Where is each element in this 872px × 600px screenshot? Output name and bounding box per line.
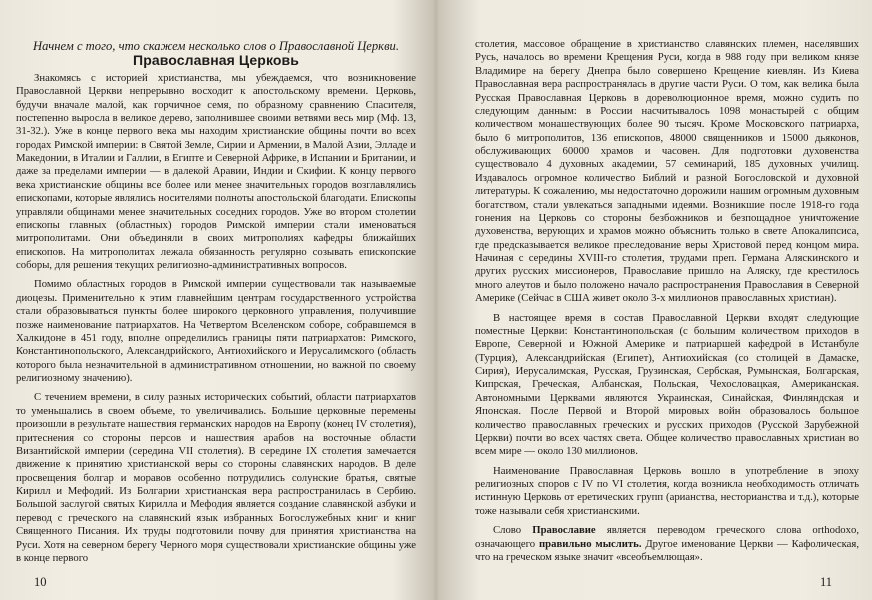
left-text-column <box>16 40 416 565</box>
paragraph: Знакомясь с историей христианства, мы убеждаемся, что возникновение Православной Церкви непрерывно восходит к апостольскому времени. Церковь, будучи вначале малой, как горчичное семя, по образному сравнению Спасителя, постепенно выросла в великое дерево, заполнившее своими ветвями весь мир (Мф. 13, 31-32.). Уже в конце первого века мы находим христианские общины почти во всех городах Римской империи: в Святой Земле, Сирии и Армении, в Малой Азии, Элладе и Македонии, в Италии и Галлии, в Египте и Северной Африке, в Испании и Британии, и даже за пределами империи — в далекой Аравии, Индии и Скифии. К концу первого века христианские общины все более или менее значительных городов возглавлялись епископами, которые являлись носителями полноты апостольской благодати. Епископы управляли общинами менее значительных соседних городов. Уже во втором столетии епископы главных (областных) городов Римской империи стали именоваться митрополитами. Они объединяли в своих митрополиях кафедры ближайших епископов. На митрополитах лежала обязанность регулярно созывать епископские соборы, для решения текущих религиозно-административных вопросов. <box>16 71 416 271</box>
paragraph-continuation: столетия, массовое обращение в христианство славянских племен, населявших Русь, началось во времени Крещения Руси, когда в 988 году при великом князе Владимире на берегу Днепра было совершено Крещение киевлян. Из Киева Православная вера распространялась в другие части Руси. О том, как велика была Русская Православная Церковь в дореволюционное время, можно судить по следующим данным: в России насчитывалось 1098 монастырей с общим количеством монашествующих более 90 тысяч. Кроме Московского патриарха, было 6 митрополитов, 136 епископов, 48000 священников и 15000 дьяконов, обслуживающих 60000 храмов и часовен. Для подготовки духовенства существовало 4 духовных академии, 57 семинарий, 185 духовных училищ. Издавалось огромное количество Библий и разной Богословской и духовной литературы. К сожалению, мы недостаточно дорожили нашим огромным духовным богатством, стали увлекаться западными идеями. Возникшие после 1918-го года гонения на Церковь со стороны безбожников и безпощадное уничтожение духовенства, верующих и храмов можно объяснить только в свете Апокалипсиса, где предсказывается великое преследование веры Христовой перед концом мира. Начиная с середины XVIII-го столетия, трудами преп. Германа Аляскинского и других русских миссионеров, Православие пришло на Аляску, где крестилось много алеутов и было положено начало распространения Православия в Северной Америке (Сейчас в США живет около 3-х миллионов православных христиан). <box>475 38 859 305</box>
paragraph-orthodoxy-meaning <box>475 524 859 564</box>
right-page <box>436 0 872 600</box>
page-number-left: 10 <box>34 575 47 589</box>
section-title: Православная Церковь <box>133 52 299 69</box>
paragraph: В настоящее время в состав Православной Церкви входят следующие поместные Церкви: Константинопольская (с большим количеством приходов в Европе, Северной и Южной Америке и патриаршей кафедрой в Истанбуле (Турция), Александрийская (Египет), Антиохийская (со столицей в Дамаске, Сирия), Иерусалимская, Русская, Грузинская, Сербская, Румынская, Болгарская, Кипрская, Греческая, Албанская, Польская, Чехословацкая, Американская. Автономными Церквами являются Украинская, Синайская, Финляндская и Японская. После Первой и Второй мировых войн образовалось большое количество православных греческих и русских приходов (Русской Зарубежной Церкви) почти во всех частях света. Общее количество православных христиан во всем мире — около 130 миллионов. <box>475 311 859 458</box>
paragraph: Наименование Православная Церковь вошло в употребление в эпоху религиозных споров с IV по VI столетия, когда возникла необходимость отличать истинную Церковь от еретических групп (арианства, несторианства и т.д.), которые тоже называли себя христианскими. <box>475 464 859 517</box>
right-text-column <box>475 38 859 564</box>
page-number-right: 11 <box>820 575 833 589</box>
bold-phrase: правильно мыслить. <box>539 537 642 550</box>
paragraph: Помимо областных городов в Римской империи существовали так называемые диоцезы. Применительно к этим главнейшим центрам государственного устройства стали образовываться пункты более широкого церковного управления, получившие позже наименование патриархатов. На Четвертом Вселенском соборе, собравшемся в Халкидоне в 451 году, вполне определились границы пяти патриархатов: Римского, Константинопольского, Александрийского, Антиохийского и Иерусалимского (область которого была незначительной в административном отношении, но важной по своему религиозному значению). <box>16 278 416 384</box>
text-run: Другое именование Церкви — Кафолическая, что на греческом языке значит «всеобъемлющая». <box>475 537 860 563</box>
text-run: является переводом греческого слова orthodoxо, означающего <box>475 524 860 550</box>
intro-line: Начнем с того, что скажем несколько слов о Православной Церкви. <box>33 39 399 53</box>
text-run: Слово <box>493 524 522 537</box>
bold-term: Православие <box>532 524 596 537</box>
paragraph: С течением времени, в силу разных исторических событий, области патриархатов то уменьшались в своем объеме, то увеличивались. Большие церковные перемены произошли в результате нашествия германских народов на Европу (конец IV столетия), притеснения со стороны персов и нашествия арабов на восточные области Византийской империи (середина VII столетия). В середине IX столетия замечается движение к принятию христианской веры со стороны славянских народов. В деле просвещения болгар и моравов особенно потрудились солунские братья, святые Кирилл и Мефодий. Из Болгарии христианская вера распространилась в Сербию. Большой заслугой святых Кирилла и Мефодия является создание славянской азбуки и перевод с греческого на славянский язык избранных Богослужебных книг и книг Священного Писания. Их труды подготовили почву для принятия христианства на Руси. Хотя на северном берегу Черного моря существовали христианские общины уже в конце первого <box>16 391 416 564</box>
